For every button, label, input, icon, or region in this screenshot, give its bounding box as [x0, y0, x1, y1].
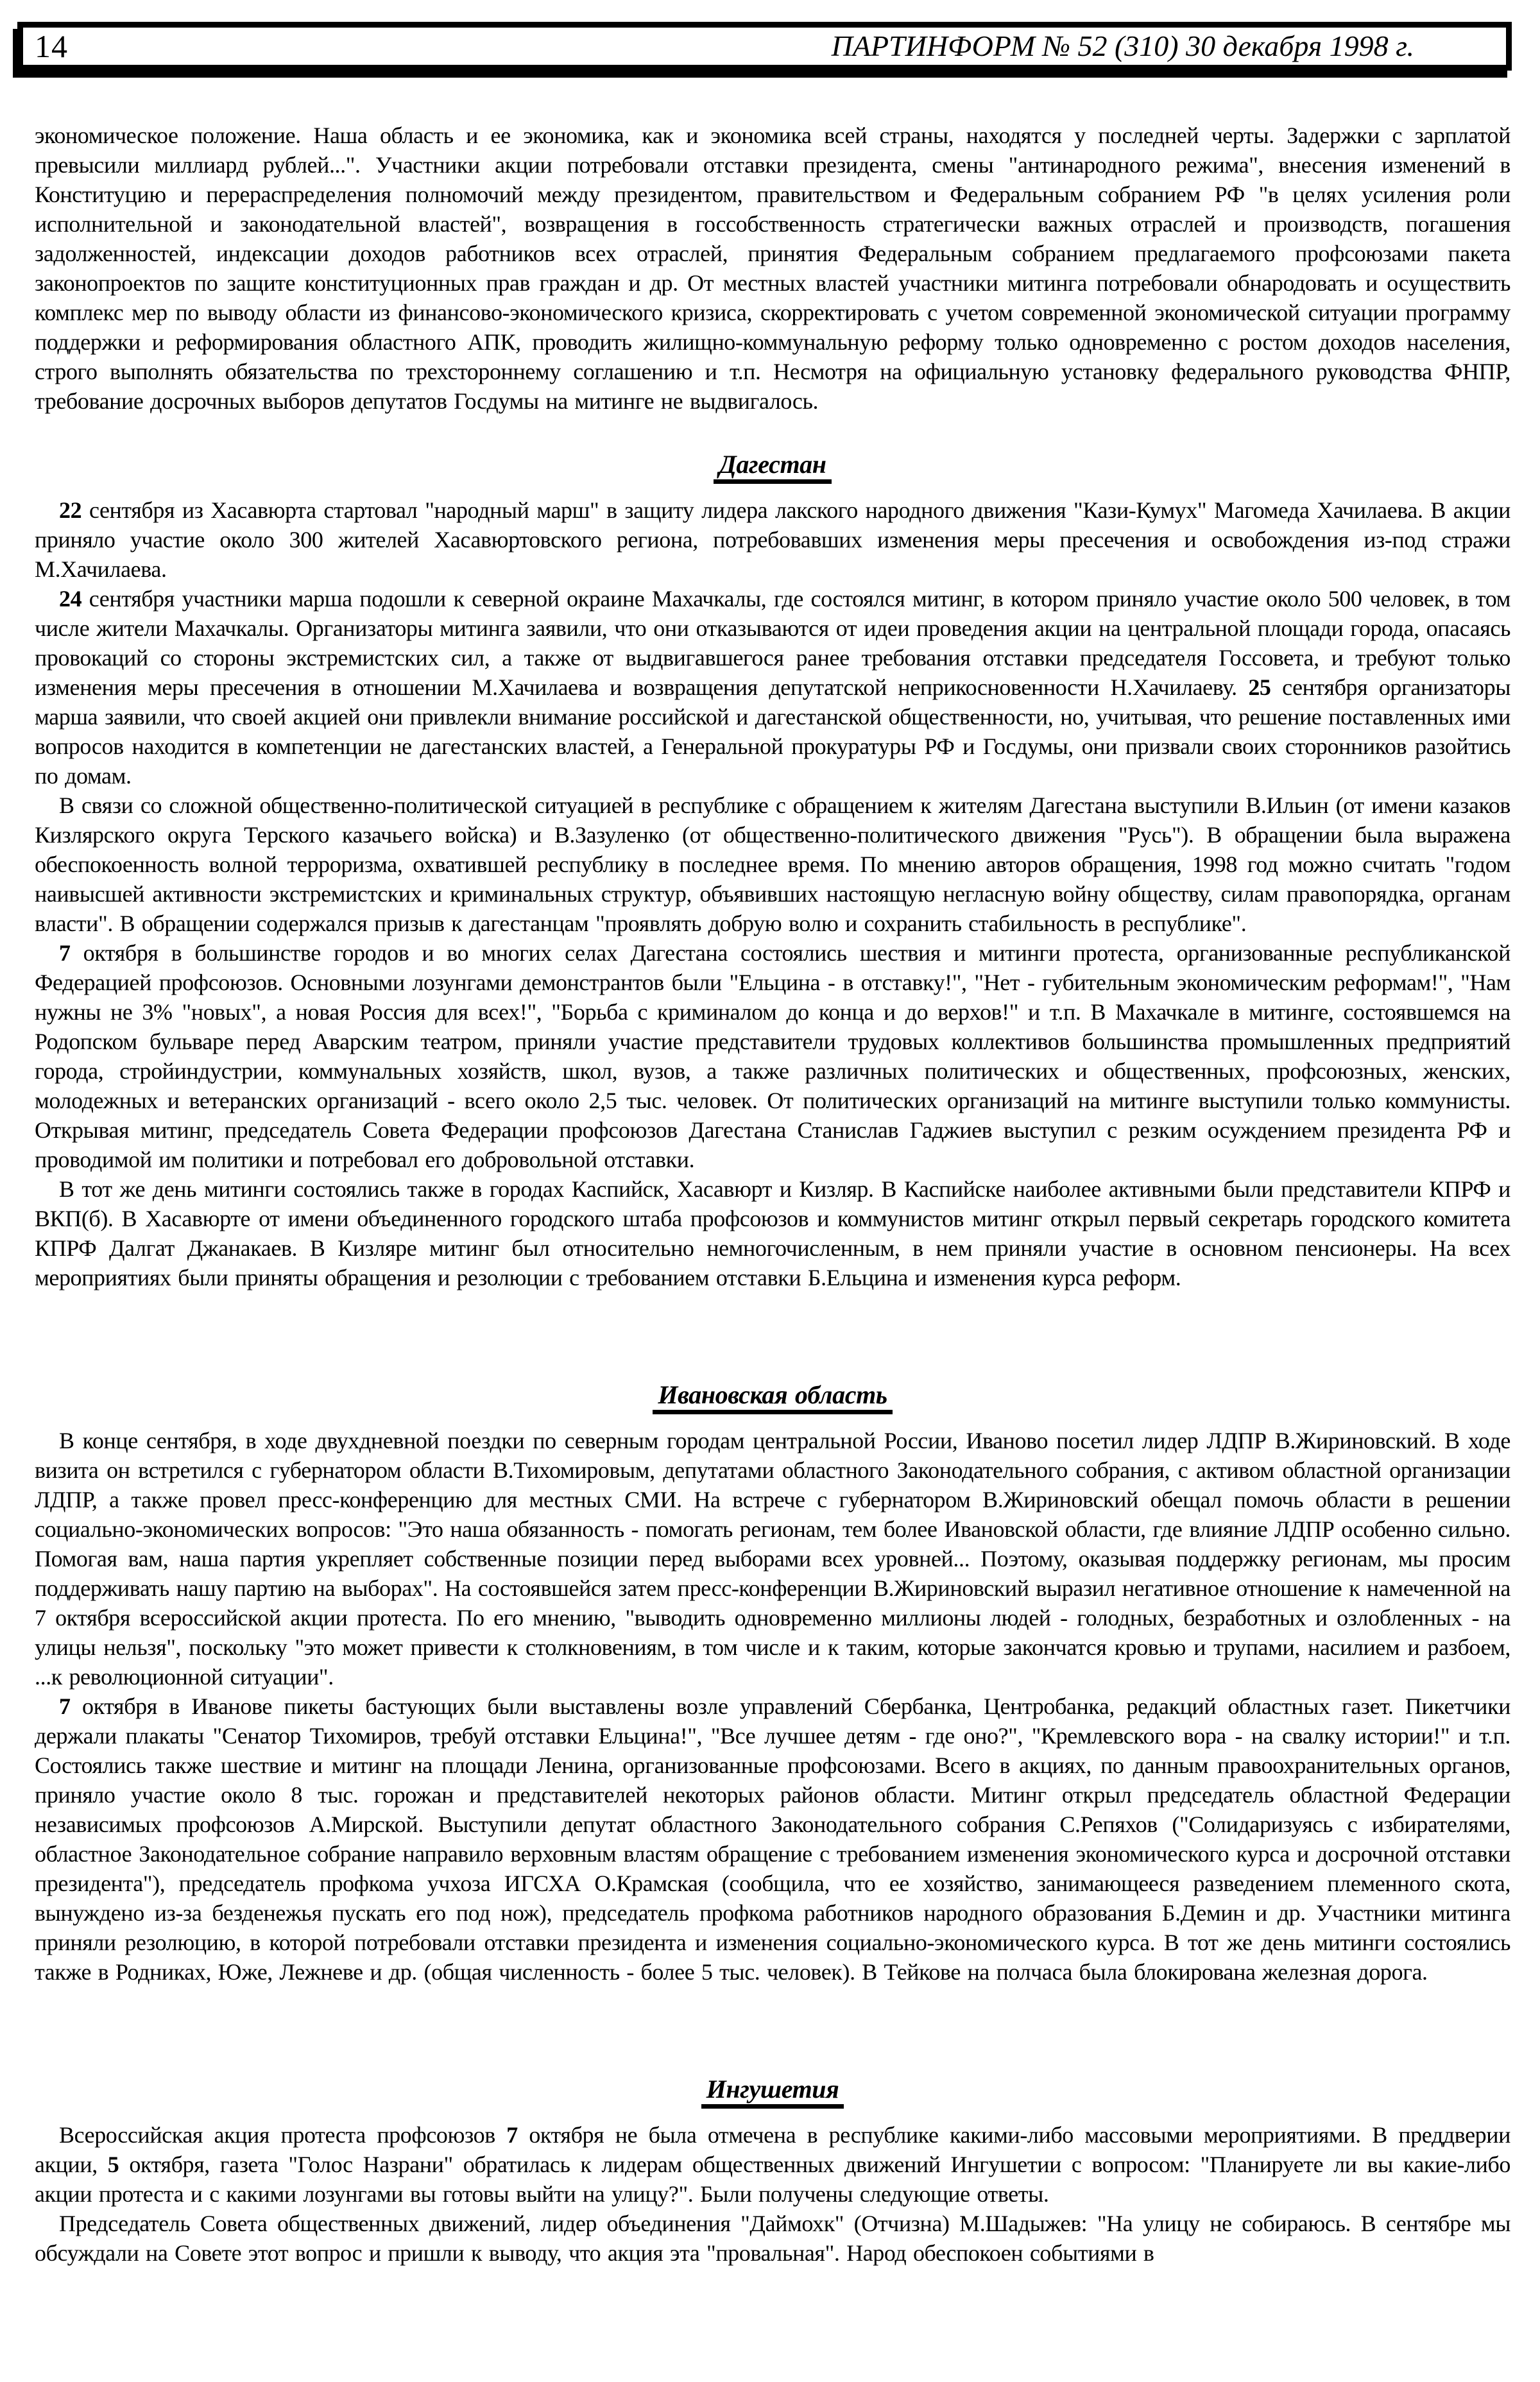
page-header [17, 22, 1512, 71]
text-run: В тот же день митинги состоялись также в городах Каспийск, Хасавюрт и Кизляр. В Каспийске наиболее активными были представители КПРФ и ВКП(б). В Хасавюрте от имени объединенного городского штаба профсоюзов и коммунистов митинг открыл первый секретарь городского комитета КПРФ Далгат Джанакаев. В Кизляре митинг был относительно немногочисленным, в нем приняли участие в основном пенсионеры. На всех мероприятиях были приняты обращения и резолюции с требованием отставки Б.Ельцина и изменения курса реформ. [35, 1176, 1510, 1290]
date-emphasis: 7 [59, 1693, 71, 1719]
text-run: экономическое положение. Наша область и ее экономика, как и экономика всей страны, находятся у последней черты. Задержки с зарплатой превысили миллиард рублей...". Участники акции потребовали отставки президента, смены "антинародного режима", внесения изменений в Конституцию и перераспределения полномочий между президентом, правительством и Федеральным собранием РФ "в целях усиления роли исполнительной и законодательной властей", возвращения в госсобственность стратегически важных отраслей и производств, погашения задолженностей, индексации доходов работников всех отраслей, принятия Федеральным собранием предлагаемого профсоюзами пакета законопроектов по защите конституционных прав граждан и др. От местных властей участники митинга потребовали обнародовать и осуществить комплекс мер по выводу области из финансово-экономического кризиса, скорректировать с учетом современной экономической ситуации программу поддержки и реформирования областного АПК, проводить жилищно-коммунальную реформу только одновременно с ростом доходов населения, строго выполнять обязательства по трехстороннему соглашению и т.п. Несмотря на официальную установку федерального руководства ФНПР, требование досрочных выборов депутатов Госдумы на митинге не выдвигалось. [35, 123, 1510, 414]
section-heading-row [35, 1382, 1510, 1414]
page-number: 14 [35, 28, 68, 64]
text-run: Всероссийская акция протеста профсоюзов [59, 2122, 507, 2148]
paragraph [35, 1426, 1510, 1692]
date-emphasis: 22 [59, 497, 82, 523]
paragraph [35, 495, 1510, 584]
paragraph [35, 584, 1510, 791]
article-section [35, 1382, 1510, 1987]
date-emphasis: 7 [506, 2122, 518, 2148]
text-run: Председатель Совета общественных движений, лидер объединения "Даймохк" (Отчизна) М.Шадыжев: "На улицу не собираюсь. В сентябре мы обсуждали на Совете этот вопрос и пришли к выводу, что акция эта "провальная". Народ обеспокоен событиями в [35, 2211, 1510, 2266]
date-emphasis: 7 [59, 940, 71, 966]
text-run: сентября участники марша подошли к северной окраине Махачкалы, где состоялся митинг, в котором приняло участие около 500 человек, в том числе жители Махачкалы. Организаторы митинга заявили, что они отказываются от идеи проведения акции на центральной площади города, опасаясь провокаций со стороны экстремистских сил, а также от выдвигавшегося ранее требования отставки председателя Госсовета, и требуют только изменения меры пресечения в отношении М.Хачилаева и возвращения депутатской неприкосновенности Н.Хачилаеву. [35, 586, 1510, 700]
section-heading: Ингушетия [701, 2077, 844, 2109]
text-run: сентября из Хасавюрта стартовал "народный марш" в защиту лидера лакского народного движения "Кази-Кумух" Магомеда Хачилаева. В акции приняло участие около 300 жителей Хасавюртовского региона, потребовавших изменения меры пресечения и освобождения из-под стражи М.Хачилаева. [35, 497, 1510, 582]
section-heading: Ивановская область [653, 1382, 892, 1414]
text-run: сентября организаторы марша заявили, что своей акцией они привлекли внимание российской и дагестанской общественности, но, учитывая, что решение поставленных ими вопросов находится в компетенции не дагестанских властей, а Генеральной прокуратуры РФ и Госдумы, они призвали своих сторонников разойтись по домам. [35, 674, 1511, 789]
text-run: В связи со сложной общественно-политической ситуацией в республике с обращением к жителям Дагестана выступили В.Ильин (от имени казаков Кизлярского округа Терского казачьего войска) и В.Зазуленко (от общественно-политического движения "Русь"). В обращении была выражена обеспокоенность волной терроризма, охватившей республику в последнее время. По мнению авторов обращения, 1998 год можно считать "годом наивысшей активности экстремистских и криминальных структур, объявивших настоящую негласную войну обществу, силам правопорядка, органам власти". В обращении содержался призыв к дагестанцам "проявлять добрую волю и сохранить стабильность в республике". [35, 793, 1510, 936]
paragraph [35, 791, 1510, 938]
text-run: октября в Иванове пикеты бастующих были выставлены возле управлений Сбербанка, Центробанка, редакций областных газет. Пикетчики держали плакаты "Сенатор Тихомиров, требуй отставки Ельцина!", "Все лучшее детям - где оно?", "Кремлевского вора - на свалку истории!" и т.п. Состоялись также шествие и митинг на площади Ленина, организованные профсоюзами. Всего в акциях, по данным правоохранительных органов, приняло участие около 8 тыс. горожан и представителей некоторых районов области. Митинг открыл председатель областной Федерации независимых профсоюзов А.Мирской. Выступили депутат областного Законодательного собрания С.Репяхов ("Солидаризуясь с избирателями, областное Законодательное собрание направило верховным властям обращение с требованием изменения экономического курса и досрочной отставки президента"), председатель профкома учхоза ИГСХА О.Крамская (сообщила, что ее хозяйство, занимающееся разведением племенного скота, вынуждено из-за безденежья пускать его под нож), председатель профкома работников народного образования Б.Демин и др. Участники митинга приняли резолюцию, в которой потребовали отставки президента и изменения социально-экономического курса. В тот же день митинги состоялись также в Родниках, Юже, Лежневе и др. (общая численность - более 5 тыс. человек). В Тейкове на полчаса была блокирована железная дорога. [35, 1693, 1510, 1985]
text-run: В конце сентября, в ходе двухдневной поездки по северным городам центральной России, Иваново посетил лидер ЛДПР В.Жириновский. В ходе визита он встретился с губернатором области В.Тихомировым, депутатами областного Законодательного собрания, с активом областной организации ЛДПР, а также провел пресс-конференцию для местных СМИ. На встрече с губернатором В.Жириновский обещал помочь области в решении социально-экономических вопросов: "Это наша обязанность - помогать регионам, тем более Ивановской области, где влияние ЛДПР особенно сильно. Помогая вам, наша партия укрепляет собственные позиции перед выборами всех уровней... Поэтому, оказывая поддержку регионам, мы просим поддерживать нашу партию на выборах". На состоявшейся затем пресс-конференции В.Жириновский выразил негативное отношение к намеченной на 7 октября всероссийской акции протеста. По его мнению, "выводить одновременно миллионы людей - голодных, безработных и озлобленных - на улицы нельзя", поскольку "это может привести к столкновениям, в том числе и к таким, которые закончатся кровью и трупами, насилием и разбоем, ...к революционной ситуации". [35, 1428, 1510, 1690]
article-section [35, 2077, 1510, 2268]
paragraph [35, 938, 1510, 1174]
section-heading: Дагестан [714, 452, 831, 484]
article-body [35, 121, 1510, 2268]
paragraph [35, 2209, 1510, 2268]
paragraph [35, 1174, 1510, 1292]
section-heading-row [35, 452, 1510, 484]
text-run: октября в большинстве городов и во многих селах Дагестана состоялись шествия и митинги протеста, организованные республиканской Федерацией профсоюзов. Основными лозунгами демонстрантов были "Ельцина - в отставку!", "Нет - губительным экономическим реформам!", "Нам нужны не 3% "новых", а новая Россия для всех!", "Борьба с криминалом до конца и до верхов!" и т.п. В Махачкале в митинге, состоявшемся на Родопском бульваре перед Аварским театром, приняли участие представители трудовых коллективов большинства промышленных предприятий города, стройиндустрии, коммунальных хозяйств, школ, вузов, а также различных политических и общественных, профсоюзных, женских, молодежных и ветеранских организаций - всего около 2,5 тыс. человек. От политических организаций на митинге выступили только коммунисты. Открывая митинг, председатель Совета Федерации профсоюзов Дагестана Станислав Гаджиев выступил с резким осуждением президента РФ и проводимой им политики и потребовал его добровольной отставки. [35, 940, 1510, 1172]
date-emphasis: 24 [59, 586, 82, 612]
text-run: октября не была отмечена в республике какими-либо массовыми мероприятиями. В преддверии акции, [35, 2122, 1510, 2177]
paragraph [35, 1692, 1510, 1987]
newsletter-title: ПАРТИНФОРМ № 52 (310) 30 декабря 1998 г. [831, 30, 1414, 62]
text-run: октября, газета "Голос Назрани" обратилась к лидерам общественных движений Ингушетии с вопросом: "Планируете ли вы какие-либо акции протеста и с какими лозунгами вы готовы выйти на улицу?". Были получены следующие ответы. [35, 2152, 1510, 2207]
article-section [35, 452, 1510, 1292]
article-section-continuation [35, 121, 1510, 416]
paragraph [35, 2120, 1510, 2209]
paragraph [35, 121, 1510, 416]
date-emphasis: 25 [1248, 674, 1271, 700]
date-emphasis: 5 [107, 2152, 119, 2177]
section-heading-row [35, 2077, 1510, 2109]
